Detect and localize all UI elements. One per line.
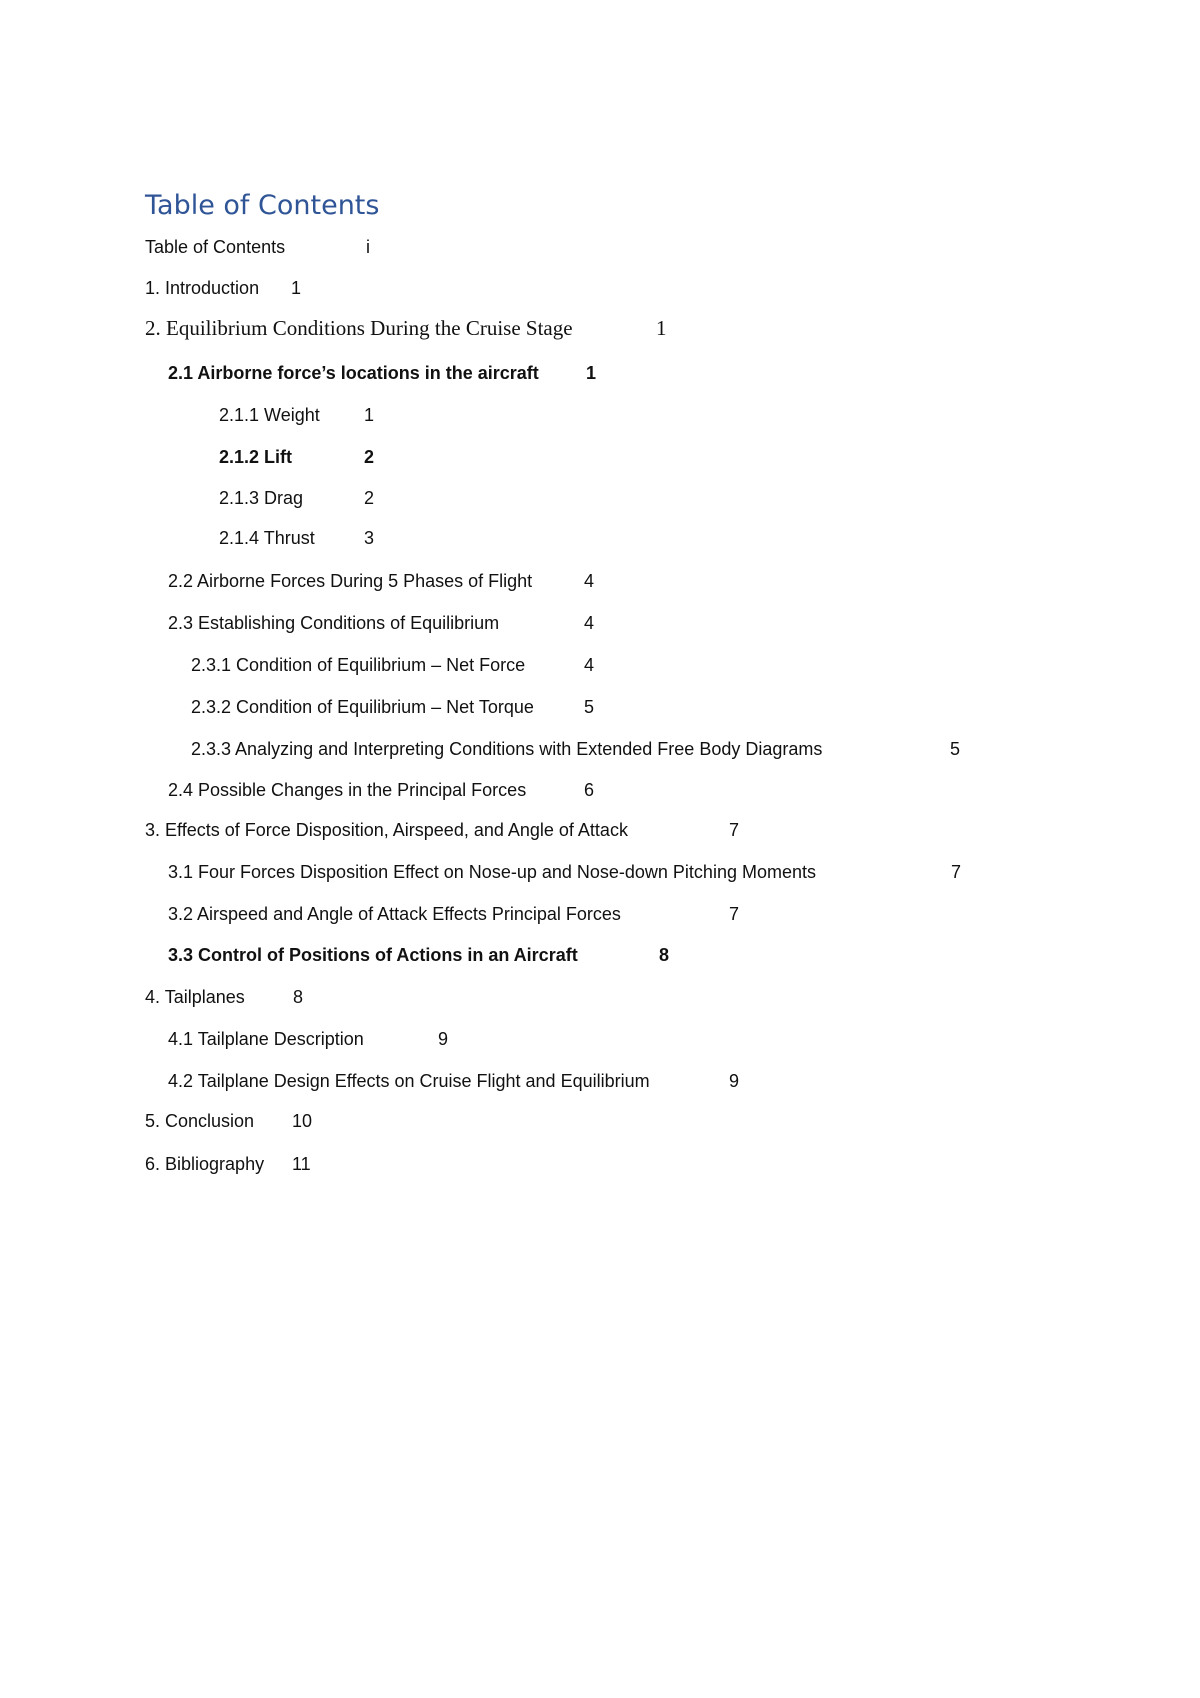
- toc-entry-page: 5: [950, 739, 961, 759]
- toc-entry-title: 2.4 Possible Changes in the Principal Forces: [168, 780, 527, 800]
- toc-entry-title: 2.3.3 Analyzing and Interpreting Conditions with Extended Free Body Diagrams: [191, 739, 823, 759]
- toc-entry-title: 4.1 Tailplane Description: [168, 1029, 364, 1049]
- toc-entry-page: 4: [584, 613, 595, 633]
- toc-entry-page: 4: [584, 655, 595, 675]
- toc-entry-page: 4: [584, 571, 595, 591]
- toc-entry-title: 2.1.1 Weight: [219, 405, 320, 425]
- toc-entry-title: 2.1.3 Drag: [219, 488, 304, 508]
- toc-entry-title: 2. Equilibrium Conditions During the Cruise Stage: [145, 316, 573, 340]
- toc-entry-title: 4.2 Tailplane Design Effects on Cruise Flight and Equilibrium: [168, 1071, 650, 1091]
- toc-entry-title: 3.3 Control of Positions of Actions in an Aircraft: [168, 945, 578, 965]
- toc-entry-title: 3.2 Airspeed and Angle of Attack Effects Principal Forces: [168, 904, 621, 924]
- toc-entry-page: 2: [364, 447, 375, 467]
- toc-entry-page: 2: [364, 488, 375, 508]
- toc-entry-title: 3.1 Four Forces Disposition Effect on Nose-up and Nose-down Pitching Moments: [168, 862, 816, 882]
- toc-entry-page: 7: [951, 862, 962, 882]
- toc-entry-page: 6: [584, 780, 595, 800]
- toc-entry-page: 8: [659, 945, 670, 965]
- toc-entry-page: i: [366, 237, 370, 257]
- toc-entry-page: 5: [584, 697, 595, 717]
- toc-entry-page: 8: [293, 987, 304, 1007]
- toc-entry-page: 3: [364, 528, 375, 548]
- toc-entry-title: 4. Tailplanes: [145, 987, 245, 1007]
- toc-entry-title: 2.2 Airborne Forces During 5 Phases of Flight: [168, 571, 533, 591]
- toc-entry-title: 2.1 Airborne force’s locations in the aircraft: [168, 363, 539, 383]
- toc-entry-title: Table of Contents: [145, 237, 286, 257]
- toc-entry-title: 1. Introduction: [145, 278, 260, 298]
- toc-entry-page: 7: [729, 904, 740, 924]
- toc-entry-page: 9: [438, 1029, 449, 1049]
- toc-entry-page: 1: [364, 405, 375, 425]
- toc-entry-page: 10: [292, 1111, 313, 1131]
- toc-entry-title: 2.1.4 Thrust: [219, 528, 315, 548]
- toc-heading: Table of Contents: [145, 190, 380, 221]
- toc-entry-title: 2.3.2 Condition of Equilibrium – Net Torque: [191, 697, 534, 717]
- toc-entry-page: 7: [729, 820, 740, 840]
- toc-entry-title: 5. Conclusion: [145, 1111, 255, 1131]
- toc-entry-page: 1: [656, 316, 667, 340]
- toc-entry-title: 2.1.2 Lift: [219, 447, 293, 467]
- toc-entry-page: 1: [291, 278, 302, 298]
- toc-entry-title: 2.3 Establishing Conditions of Equilibrium: [168, 613, 500, 633]
- toc-entry-title: 6. Bibliography: [145, 1154, 265, 1174]
- toc-entry-title: 2.3.1 Condition of Equilibrium – Net Force: [191, 655, 526, 675]
- toc-entry-page: 1: [586, 363, 597, 383]
- toc-entry-page: 11: [292, 1154, 311, 1174]
- toc-entry-page: 9: [729, 1071, 740, 1091]
- toc-entry-title: 3. Effects of Force Disposition, Airspeed, and Angle of Attack: [145, 820, 628, 840]
